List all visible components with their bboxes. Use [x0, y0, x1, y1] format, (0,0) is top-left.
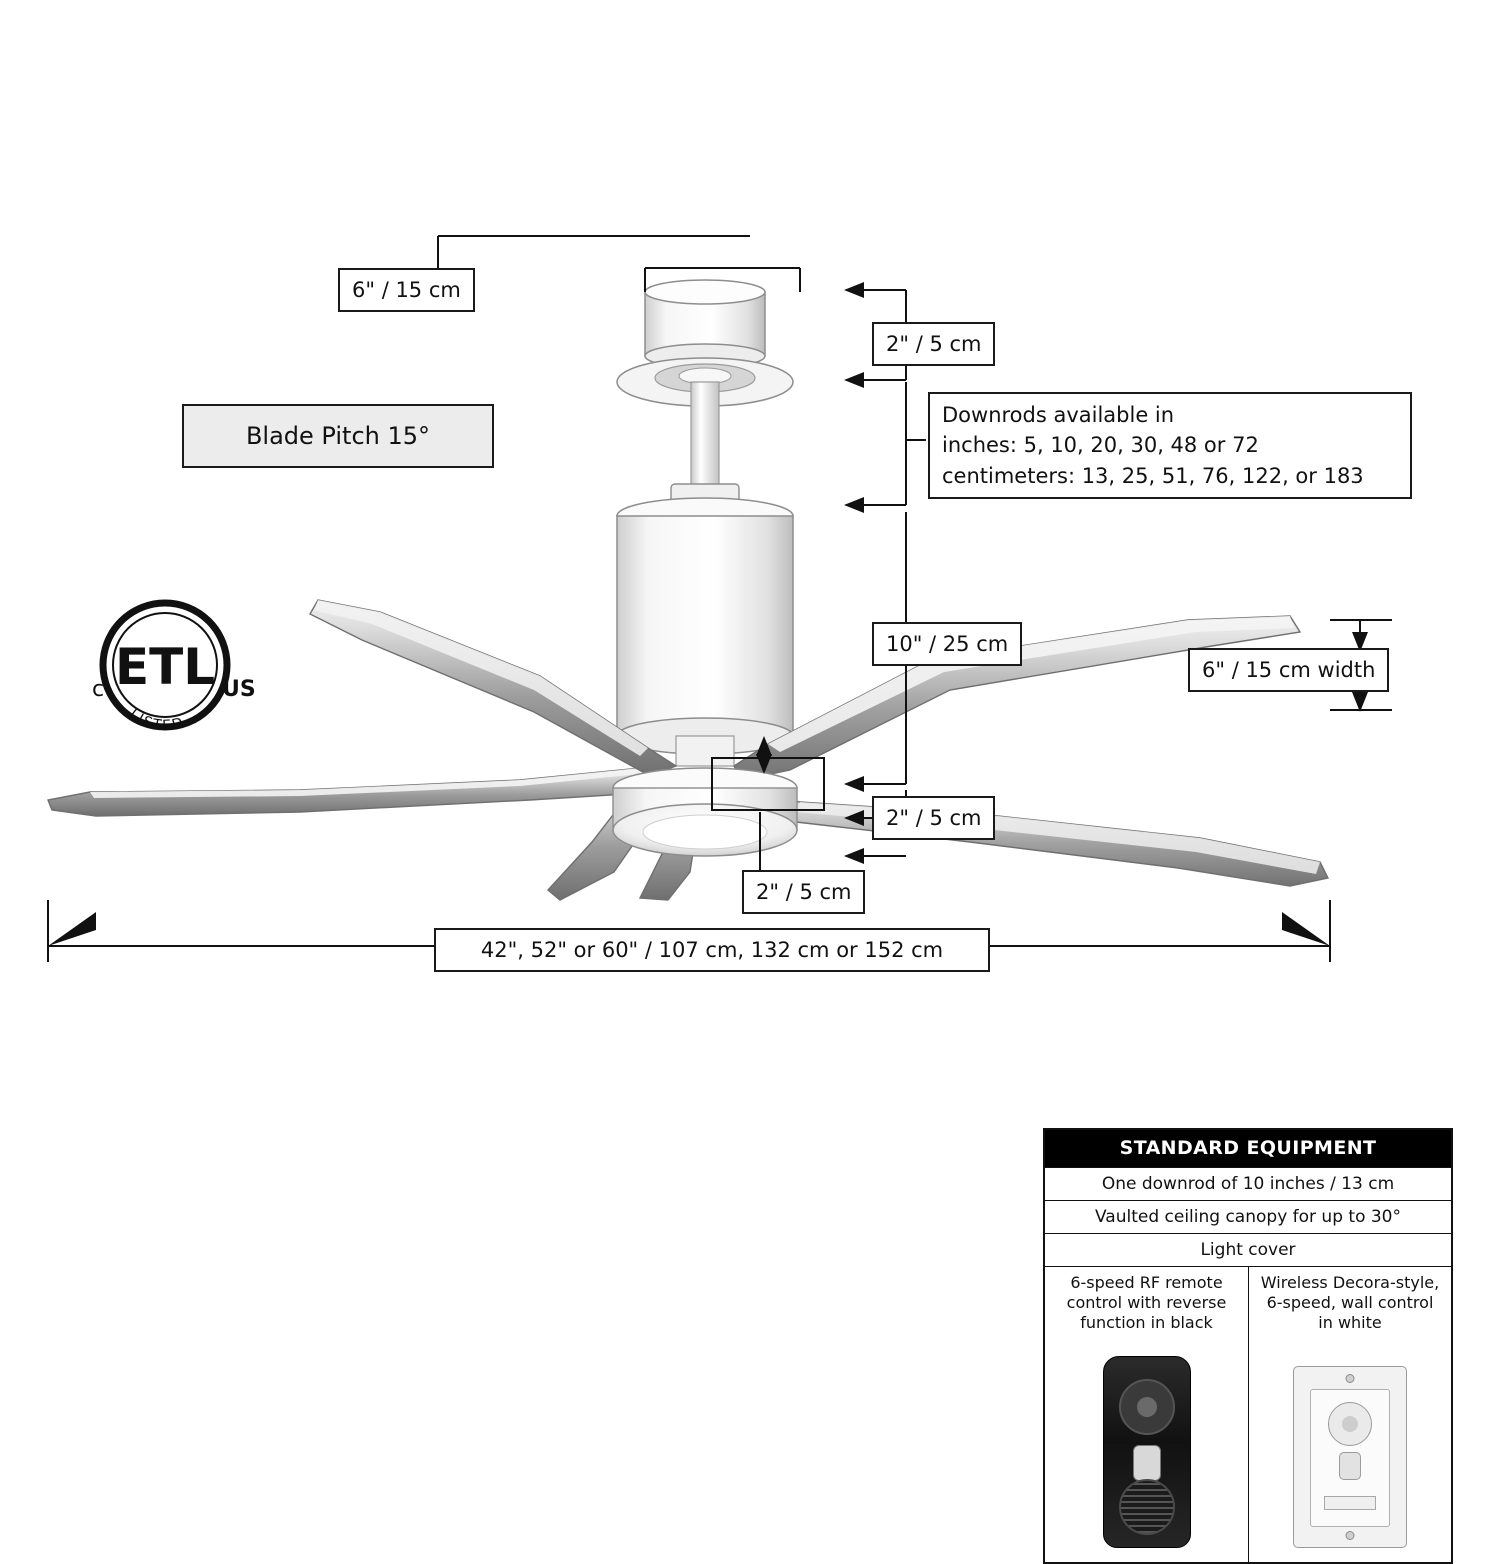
- standard-equipment-row-canopy: Vaulted ceiling canopy for up to 30°: [1045, 1200, 1451, 1233]
- wall-control-dial-icon: [1328, 1402, 1372, 1446]
- wall-control-illustration: [1255, 1333, 1445, 1554]
- remote-caption-line-2: control with reverse: [1066, 1293, 1227, 1312]
- remote-keypad-icon: [1119, 1479, 1175, 1535]
- downrods-line-1: Downrods available in: [942, 403, 1175, 427]
- svg-text:LISTED: LISTED: [126, 705, 187, 734]
- downrods-line-3: centimeters: 13, 25, 51, 76, 122, or 183: [942, 463, 1364, 488]
- standard-equipment-row-downrod: One downrod of 10 inches / 13 cm: [1045, 1167, 1451, 1200]
- callout-canopy-width: 6" / 15 cm: [338, 268, 475, 312]
- remote-dial-icon: [1119, 1379, 1175, 1435]
- wall-control-caption-line-3: in white: [1318, 1313, 1382, 1332]
- callout-canopy-height: 2" / 5 cm: [872, 322, 995, 366]
- etl-listed-mark: [92, 603, 256, 734]
- remote-control-illustration: [1051, 1333, 1242, 1554]
- wall-control-face: [1310, 1389, 1390, 1527]
- wall-control-bar-icon: [1324, 1496, 1376, 1510]
- callout-motor-height: 10" / 25 cm: [872, 622, 1022, 666]
- svg-text:c: c: [92, 677, 105, 702]
- callout-overall-diameter: 42", 52" or 60" / 107 cm, 132 cm or 152 cm: [434, 928, 990, 972]
- wall-control-icon: [1293, 1366, 1407, 1548]
- wall-plate-screw-bottom-icon: [1346, 1531, 1355, 1540]
- callout-blade-thickness: 2" / 5 cm: [742, 870, 865, 914]
- remote-slider-icon: [1133, 1445, 1161, 1481]
- remote-control-icon: [1103, 1356, 1191, 1548]
- callout-light-height: 2" / 5 cm: [872, 796, 995, 840]
- callout-downrods: [928, 392, 1412, 499]
- standard-equipment-devices: [1045, 1266, 1451, 1562]
- wall-control-caption-line-1: Wireless Decora-style,: [1260, 1273, 1440, 1292]
- svg-text:US: US: [222, 677, 256, 702]
- standard-equipment-header: STANDARD EQUIPMENT: [1045, 1130, 1451, 1167]
- standard-equipment-row-light-cover: Light cover: [1045, 1233, 1451, 1266]
- standard-equipment-table: [1043, 1128, 1453, 1564]
- wall-control-slider-icon: [1339, 1452, 1361, 1480]
- callout-blade-width: 6" / 15 cm width: [1188, 648, 1389, 692]
- svg-text:ETL: ETL: [114, 638, 216, 696]
- standard-equipment-remote-cell: [1045, 1267, 1248, 1562]
- wall-plate-screw-top-icon: [1346, 1374, 1355, 1383]
- remote-caption-line-3: function in black: [1080, 1313, 1213, 1332]
- callout-blade-pitch: Blade Pitch 15°: [182, 404, 494, 468]
- wall-control-caption-line-2: 6-speed, wall control: [1266, 1293, 1434, 1312]
- downrods-line-2: inches: 5, 10, 20, 30, 48 or 72: [942, 433, 1259, 458]
- remote-caption-line-1: 6-speed RF remote: [1070, 1273, 1223, 1292]
- standard-equipment-wall-control-cell: [1248, 1267, 1451, 1562]
